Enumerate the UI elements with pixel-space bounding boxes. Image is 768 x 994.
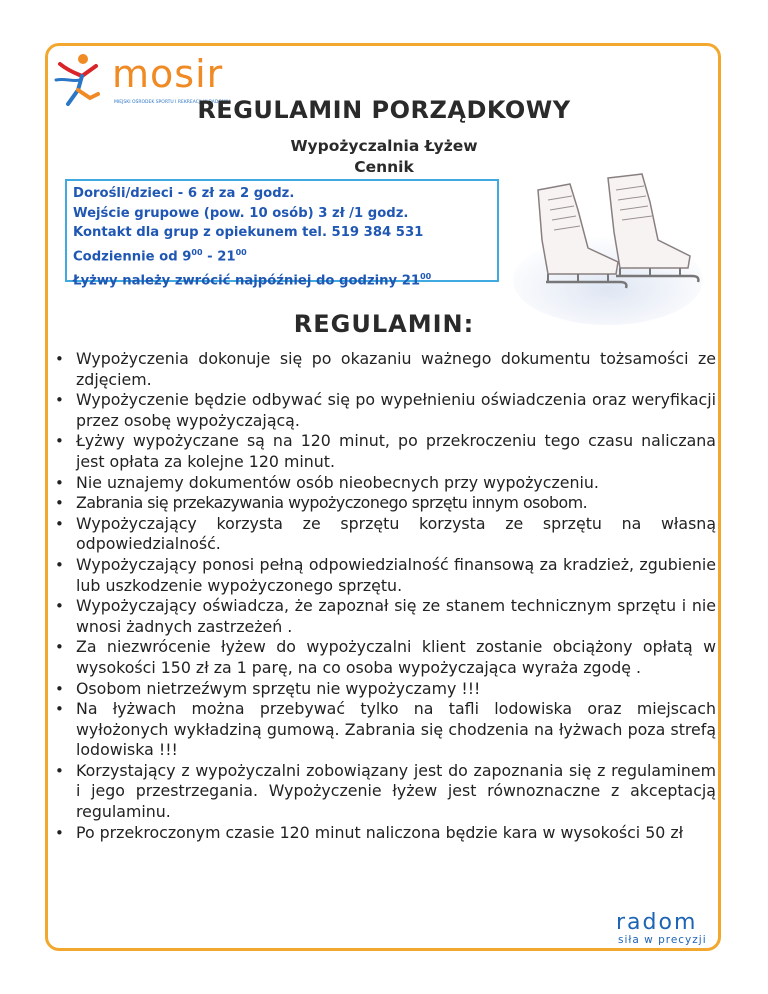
page-title: REGULAMIN PORZĄDKOWY <box>197 96 571 124</box>
list-item <box>52 699 716 761</box>
rules-list <box>52 349 716 843</box>
bullet-icon: • <box>55 823 64 842</box>
radom-logo-icon <box>606 912 718 948</box>
regulamin-heading: REGULAMIN: <box>293 310 475 338</box>
radom-tagline: siła w precyzji <box>618 934 707 946</box>
hours-from-minutes: 00 <box>191 247 203 257</box>
list-item <box>52 473 716 494</box>
list-item <box>52 390 716 431</box>
rule-text: Łyżwy wypożyczane są na 120 minut, po przekroczeniu tego czasu naliczana jest opłata za kolejne 120 minut. <box>76 431 716 471</box>
list-item <box>52 761 716 823</box>
list-item <box>52 514 716 555</box>
rule-text: Wypożyczenie będzie odbywać się po wypełnieniu oświadczenia oraz weryfikacji przez osobę wypożyczającą. <box>76 390 716 430</box>
bullet-icon: • <box>55 700 64 719</box>
list-item <box>52 679 716 700</box>
rule-text: Po przekroczonym czasie 120 minut naliczona będzie kara w wysokości 50 zł <box>76 822 684 842</box>
rule-text: Na łyżwach można przebywać tylko na tafli lodowiska oraz miejscach wyłożonych wykładziną gumową. Zabrania się chodzenia na łyżwach poza strefą lodowiska !!! <box>76 699 716 760</box>
rule-text: Nie uznajemy dokumentów osób nieobecnych przy wypożyczeniu. <box>76 472 599 492</box>
bullet-icon: • <box>55 391 64 410</box>
rule-text: Za niezwrócenie łyżew do wypożyczalni klient zostanie obciążony opłatą w wysokości 150 zł za 1 parę, na co osoba wypożyczająca wyraża zgodę . <box>76 637 716 677</box>
list-item <box>52 823 716 844</box>
bullet-icon: • <box>55 679 64 698</box>
rule-text: Wypożyczający korzysta ze sprzętu korzysta ze sprzętu na własną odpowiedzialność. <box>76 513 716 554</box>
rule-text: Wypożyczenia dokonuje się po okazaniu ważnego dokumentu tożsamości ze zdjęciem. <box>76 349 716 389</box>
bullet-icon: • <box>55 494 64 513</box>
bullet-icon: • <box>55 514 64 533</box>
price-line-hours <box>73 243 491 267</box>
list-item <box>52 431 716 472</box>
hours-to-minutes: 00 <box>235 247 247 257</box>
list-item <box>52 596 716 637</box>
rule-text: Zabrania się przekazywania wypożyczonego sprzętu innym osobom. <box>76 493 588 513</box>
list-item <box>52 349 716 390</box>
list-item <box>52 493 716 514</box>
price-line-return <box>73 267 491 291</box>
bullet-icon: • <box>55 350 64 368</box>
bullet-icon: • <box>55 432 64 451</box>
bullet-icon: • <box>55 597 64 616</box>
pricing-box <box>65 179 499 289</box>
mosir-logo-text: mosir <box>112 52 224 96</box>
hours-to: - 21 <box>202 249 236 265</box>
bullet-icon: • <box>55 473 64 492</box>
ice-skates-icon <box>508 170 708 330</box>
bullet-icon: • <box>55 761 64 780</box>
price-line-groups: Wejście grupowe (pow. 10 osób) 3 zł /1 godz. <box>73 205 409 221</box>
rule-text: Wypożyczający oświadcza, że zapoznał się ze stanem technicznym sprzętu i nie wnosi żadnych zastrzeżeń . <box>76 596 716 636</box>
return-deadline-minutes: 00 <box>420 271 432 281</box>
rule-text: Osobom nietrzeźwym sprzętu nie wypożyczamy !!! <box>76 678 481 698</box>
hours-from: Codziennie od 9 <box>73 249 192 265</box>
list-item <box>52 637 716 678</box>
pricing-heading: Cennik <box>354 158 414 176</box>
price-line-adults: Dorośli/dzieci - 6 zł za 2 godz. <box>73 186 295 201</box>
radom-logo-text: radom <box>616 910 698 935</box>
price-line-contact: Kontakt dla grup z opiekunem tel. 519 384 531 <box>73 225 424 241</box>
bullet-icon: • <box>55 638 64 657</box>
return-deadline: Łyżwy należy zwrócić najpóźniej do godziny 21 <box>73 273 421 289</box>
bullet-icon: • <box>55 555 64 574</box>
rule-text: Wypożyczający ponosi pełną odpowiedzialność finansową za kradzież, zgubienie lub uszkodzenie wypożyczonego sprzętu. <box>76 554 716 595</box>
list-item <box>52 555 716 596</box>
mosir-logo-tagline: MIEJSKI OŚRODEK SPORTU I REKREACJI W RADOMIU <box>114 100 231 105</box>
page-subtitle: Wypożyczalnia Łyżew <box>290 137 478 155</box>
rule-text: Korzystający z wypożyczalni zobowiązany jest do zapoznania się z regulaminem i jego przestrzegania. Wypożyczenie łyżew jest równoznaczne z akceptacją regulaminu. <box>76 760 716 822</box>
